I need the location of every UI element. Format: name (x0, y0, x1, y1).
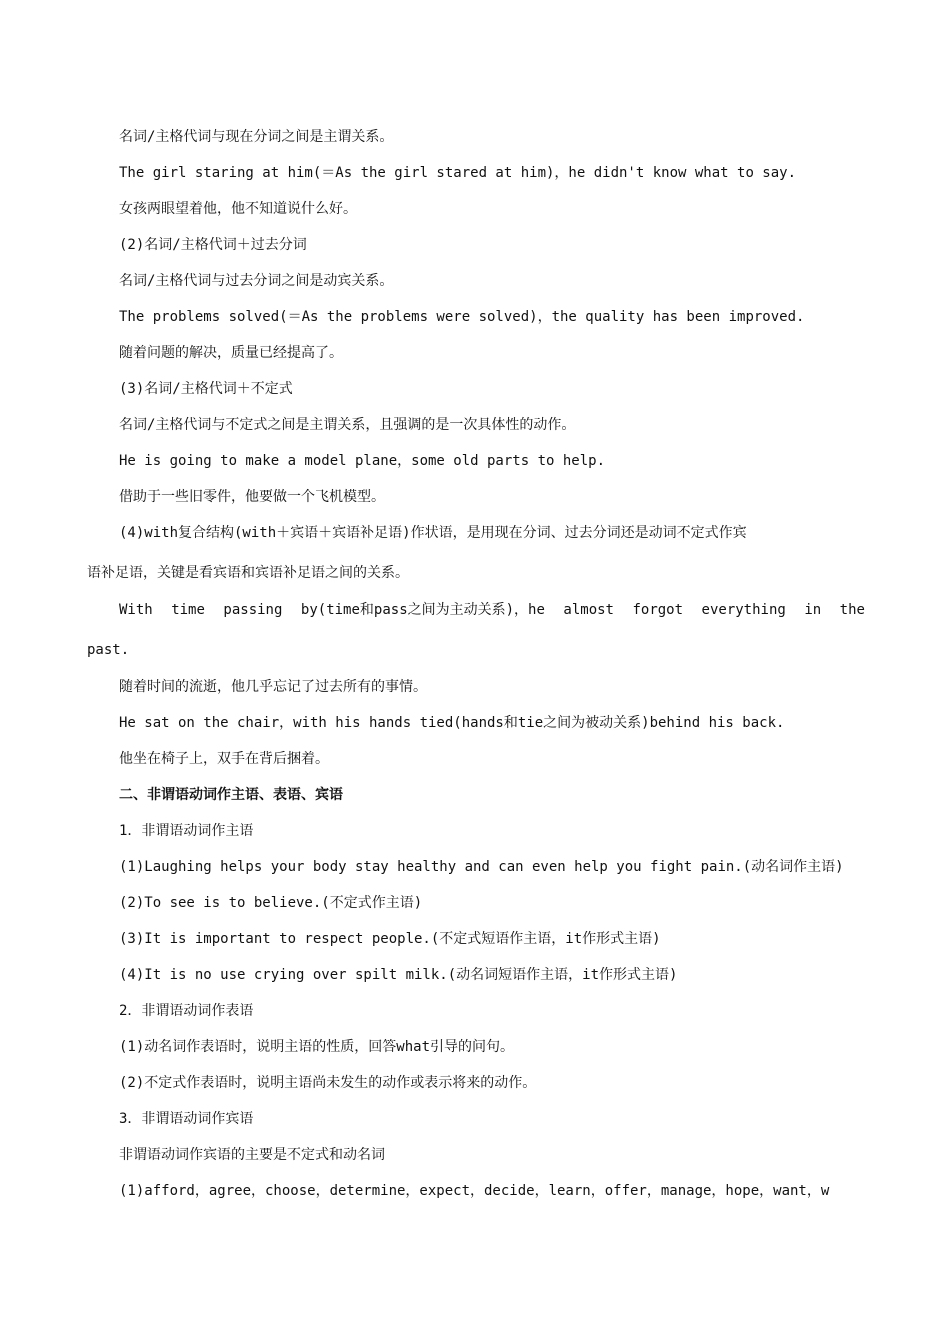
text-line: 借助于一些旧零件，他要做一个飞机模型。 (119, 489, 385, 505)
section-heading: 二、非谓语动词作主语、表语、宾语 (119, 787, 343, 803)
text-line: 名词/主格代词与现在分词之间是主谓关系。 (119, 129, 394, 145)
text-line: The girl staring at him(＝As the girl stared at him)，he didn't know what to say. (119, 165, 797, 181)
text-line: 随着时间的流逝，他几乎忘记了过去所有的事情。 (119, 679, 427, 695)
text-line: 语补足语，关键是看宾语和宾语补足语之间的关系。 (87, 565, 409, 581)
text-line: 女孩两眼望着他，他不知道说什么好。 (119, 201, 357, 217)
text-line: (4)It is no use crying over spilt milk.(动名词短语作主语，it作形式主语) (119, 967, 678, 983)
text-line: (2)名词/主格代词＋过去分词 (119, 237, 307, 253)
text-line: He is going to make a model plane，some old parts to help. (119, 453, 606, 469)
text-line: He sat on the chair，with his hands tied(hands和tie之间为被动关系)behind his back. (119, 715, 785, 731)
text-line: 他坐在椅子上，双手在背后捆着。 (119, 751, 329, 767)
text-line: 名词/主格代词与过去分词之间是动宾关系。 (119, 273, 394, 289)
word: by(time和pass之间为主动关系)，he (300, 602, 545, 618)
word: forgot (632, 602, 684, 618)
text-line: (3)名词/主格代词＋不定式 (119, 381, 293, 397)
text-line: The problems solved(＝As the problems were solved)，the quality has been improved. (119, 309, 805, 325)
word: With (119, 602, 153, 618)
word: time (171, 602, 205, 618)
text-line: 随着问题的解决，质量已经提高了。 (119, 345, 343, 361)
text-line: 1．非谓语动词作主语 (119, 823, 254, 839)
text-line: 2．非谓语动词作表语 (119, 1003, 254, 1019)
word: in (804, 602, 822, 618)
text-line: (1)afford，agree，choose，determine，expect，decide，learn，offer，manage，hope，want，w (119, 1183, 830, 1199)
text-line: (3)It is important to respect people.(不定式短语作主语，it作形式主语) (119, 931, 661, 947)
text-line: (1)Laughing helps your body stay healthy and can even help you fight pain.(动名词作主语) (119, 859, 844, 875)
word: passing (223, 602, 283, 618)
text-line: 非谓语动词作宾语的主要是不定式和动名词 (119, 1147, 385, 1163)
text-line: (2)不定式作表语时，说明主语尚未发生的动作或表示将来的动作。 (119, 1075, 537, 1091)
text-line: past. (87, 642, 130, 658)
text-line: (1)动名词作表语时，说明主语的性质，回答what引导的问句。 (119, 1039, 514, 1055)
word: almost (563, 602, 614, 618)
text-line: (4)with复合结构(with＋宾语＋宾语补足语)作状语，是用现在分词、过去分词还是动词不定式作宾 (119, 525, 747, 541)
text-line: 3．非谓语动词作宾语 (119, 1111, 254, 1127)
word: everything (701, 602, 786, 618)
text-line: 名词/主格代词与不定式之间是主谓关系，且强调的是一次具体性的动作。 (119, 417, 576, 433)
text-line: (2)To see is to believe.(不定式作主语) (119, 895, 423, 911)
text-line-justified (119, 600, 865, 620)
word: the (839, 602, 865, 618)
